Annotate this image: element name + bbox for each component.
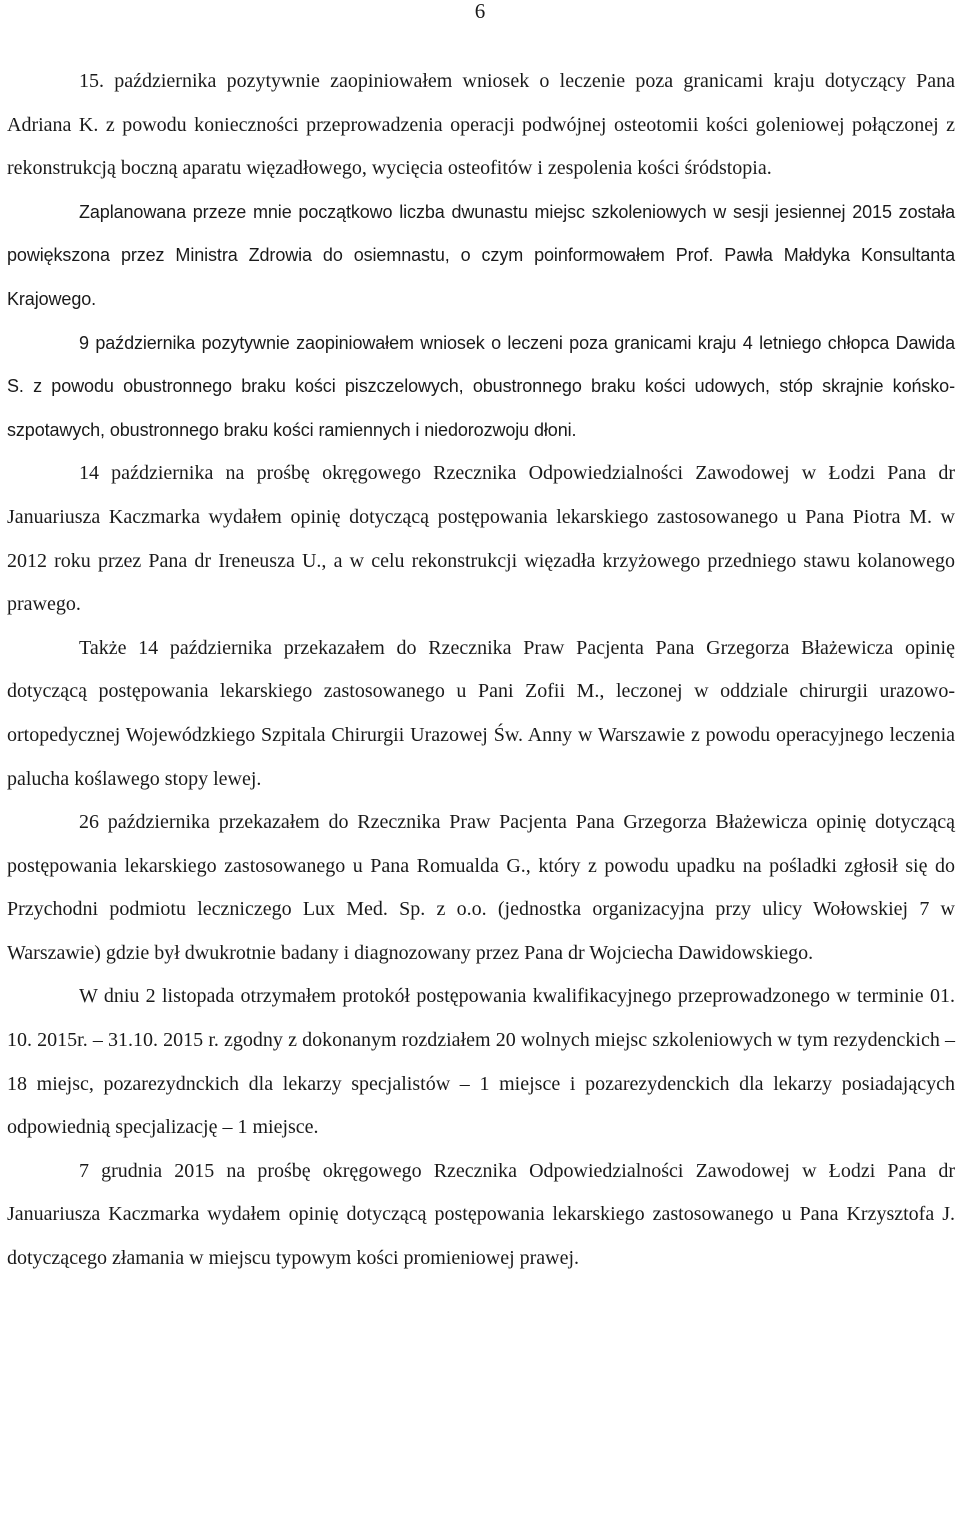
paragraph-dawid: 9 października pozytywnie zaopiniowałem wniosek o leczeni poza granicami kraju 4 letniego chłopca Dawida S. z powodu obustronnego braku kości piszczelowych, obustronnego braku kości udowych, stóp skrajnie końsko-szpotawych, obustronnego braku kości ramiennych i niedorozwoju dłoni. [7,332,955,440]
paragraph-zofia: Także 14 października przekazałem do Rzecznika Praw Pacjenta Pana Grzegorza Błażewicza opinię dotyczącą postępowania lekarskiego zastosowanego u Pani Zofii M., leczonej w oddziale chirurgii urazowo-ortopedycznej Wojewódzkiego Szpitala Chirurgii Urazowej Św. Anny w Warszawie z powodu operacyjnego leczenia palucha koślawego stopy lewej. [7,636,955,790]
document-body [7,60,955,1281]
paragraph-training-places: Zaplanowana przeze mnie początkowo liczba dwunastu miejsc szkoleniowych w sesji jesiennej 2015 została powiększona przez Ministra Zdrowia do osiemnastu, o czym poinformowałem Prof. Pawła Małdyka Konsultanta Krajowego. [7,201,955,309]
paragraph-qualification-protocol: W dniu 2 listopada otrzymałem protokół postępowania kwalifikacyjnego przeprowadzonego w terminie 01. 10. 2015r. – 31.10. 2015 r. zgodny z dokonanym rozdziałem 20 wolnych miejsc szkoleniowych w tym rezydenckich – 18 miejsc, pozarezydnckich dla lekarzy specjalistów – 1 miejsce i pozarezydenckich dla lekarzy posiadających odpowiednią specjalizację – 1 miejsce. [7,985,955,1139]
paragraph-romuald: 26 października przekazałem do Rzecznika Praw Pacjenta Pana Grzegorza Błażewicza opinię dotyczącą postępowania lekarskiego zastosowanego u Pana Romualda G., który z powodu upadku na pośladki zgłosił się do Przychodni podmiotu leczniczego Lux Med. Sp. z o.o. (jednostka organizacyjna przy ulicy Wołowskiej 7 w Warszawie) gdzie był dwukrotnie badany i diagnozowany przez Pana dr Wojciecha Dawidowskiego. [7,811,955,964]
page-number: 6 [474,0,486,23]
paragraph-piotr: 14 października na prośbę okręgowego Rzecznika Odpowiedzialności Zawodowej w Łodzi Pana dr Januariusza Kaczmarka wydałem opinię dotyczącą postępowania lekarskiego zastosowanego u Pana Piotra M. w 2012 roku przez Pana dr Ireneusza U., a w celu rekonstrukcji więzadła krzyżowego przedniego stawu kolanowego prawego. [7,462,955,616]
paragraph-adrian: 15. października pozytywnie zaopiniowałem wniosek o leczenie poza granicami kraju dotyczący Pana Adriana K. z powodu konieczności przeprowadzenia operacji podwójnej osteotomii kości goleniowej połączonej z rekonstrukcją boczną aparatu więzadłowego, wycięcia osteofitów i zespolenia kości śródstopia. [7,70,955,180]
paragraph-krzysztof: 7 grudnia 2015 na prośbę okręgowego Rzecznika Odpowiedzialności Zawodowej w Łodzi Pana dr Januariusza Kaczmarka wydałem opinię dotyczącą postępowania lekarskiego zastosowanego u Pana Krzysztofa J. dotyczącego złamania w miejscu typowym kości promieniowej prawej. [7,1159,955,1270]
